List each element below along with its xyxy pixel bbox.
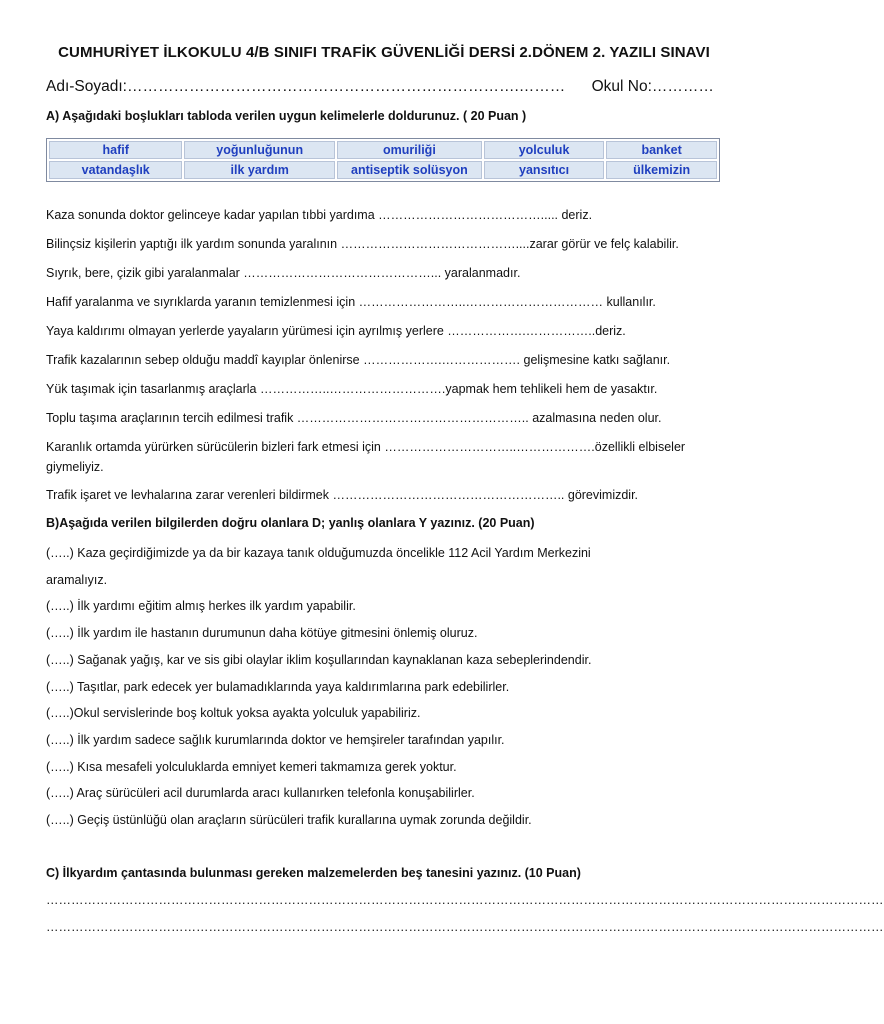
fill-blank-question: Trafik işaret ve levhalarına zarar verenleri bildirmek ……………………………………………….. görevimizdir. [46, 488, 639, 502]
student-info-line [46, 78, 714, 96]
true-false-item: (…..) Geçiş üstünlüğü olan araçların sürücüleri trafik kurallarına uymak zorunda değildir. [46, 813, 532, 827]
true-false-item: (…..) Araç sürücüleri acil durumlarda aracı kullanırken telefonla konuşabilirler. [46, 786, 475, 800]
word-bank-cell: vatandaşlık [49, 161, 182, 179]
fill-blank-question: Bilinçsiz kişilerin yaptığı ilk yardım sonunda yaralının ……………………………………....zarar görür ve felç kalabilir. [46, 237, 679, 251]
fill-blank-question: Kaza sonunda doktor gelinceye kadar yapılan tıbbi yardıma …………………………………..... deriz. [46, 208, 593, 222]
true-false-item-continuation: aramalıyız. [46, 573, 108, 587]
section-c-heading: C) İlkyardım çantasında bulunması gereken malzemelerden beş tanesini yazınız. (10 Puan) [46, 866, 581, 880]
true-false-item: (…..) Kaza geçirdiğimizde ya da bir kazaya tanık olduğumuzda öncelikle 112 Acil Yardım Merkezini [46, 546, 591, 560]
true-false-item: (…..) Kısa mesafeli yolculuklarda emniyet kemeri takmamıza gerek yoktur. [46, 760, 457, 774]
student-number-field[interactable]: Okul No:………… [591, 78, 714, 95]
section-a-heading: A) Aşağıdaki boşlukları tabloda verilen uygun kelimelerle doldurunuz. ( 20 Puan ) [46, 109, 527, 123]
word-bank-cell: yansıtıcı [484, 161, 604, 179]
fill-blank-question: Karanlık ortamda yürürken sürücülerin bizleri fark etmesi için …………………………..……………….özellikli elbiseler giymeliyiz. [46, 440, 686, 474]
word-bank-cell: antiseptik solüsyon [337, 161, 482, 179]
word-bank-cell: hafif [49, 141, 182, 159]
section-b-heading: B)Aşağıda verilen bilgilerden doğru olanlara D; yanlış olanlara Y yazınız. (20 Puan) [46, 516, 535, 530]
fill-blank-question: Sıyrık, bere, çizik gibi yaralanmalar ………………………………………... yaralanmadır. [46, 266, 521, 280]
word-bank-cell: ülkemizin [606, 161, 717, 179]
word-bank-table [46, 138, 720, 182]
word-bank-cell: yoğunluğunun [184, 141, 334, 159]
answer-line[interactable]: ………………………………………………………………………………………………………………………………………………………………………………… [46, 893, 884, 907]
fill-blank-question: Yük taşımak için tasarlanmış araçlarla ……………..……………………….yapmak hem tehlikeli hem de yasaktır. [46, 382, 658, 396]
word-bank-row [49, 141, 717, 159]
true-false-item: (…..) İlk yardım sadece sağlık kurumlarında doktor ve hemşireler tarafından yapılır. [46, 733, 505, 747]
true-false-item: (…..) İlk yardım ile hastanın durumunun daha kötüye gitmesini önlemiş oluruz. [46, 626, 478, 640]
true-false-item: (…..) Sağanak yağış, kar ve sis gibi olaylar iklim koşullarından kaynaklanan kaza sebeplerindendir. [46, 653, 592, 667]
true-false-item: (…..)Okul servislerinde boş koltuk yoksa ayakta yolculuk yapabiliriz. [46, 706, 421, 720]
fill-blank-question: Yaya kaldırımı olmayan yerlerde yayaların yürümesi için ayrılmış yerlere ……………….……………..deriz. [46, 324, 626, 338]
true-false-item: (…..) İlk yardımı eğitim almış herkes ilk yardım yapabilir. [46, 599, 356, 613]
word-bank-cell: yolculuk [484, 141, 604, 159]
fill-blank-question: Toplu taşıma araçlarının tercih edilmesi trafik ……………………………………………….. azalmasına neden olur. [46, 411, 662, 425]
fill-blank-question: Trafik kazalarının sebep olduğu maddî kayıplar önlenirse ……………….………………. gelişmesine katkı sağlanır. [46, 353, 671, 367]
fill-blank-question: Hafif yaralanma ve sıyrıklarda yaranın temizlenmesi için ……………………..…………………………… kullanılır. [46, 295, 656, 309]
name-field[interactable]: Adı-Soyadı:………………………………………………………………….……… [46, 78, 566, 95]
answer-line[interactable]: ………………………………………………………………………………………………………………………………………………………………………………… [46, 920, 884, 934]
word-bank-cell: ilk yardım [184, 161, 334, 179]
word-bank-row [49, 161, 717, 179]
word-bank-cell: omuriliği [337, 141, 482, 159]
word-bank-cell: banket [606, 141, 717, 159]
true-false-item: (…..) Taşıtlar, park edecek yer bulamadıklarında yaya kaldırımlarına park edebilirler. [46, 680, 510, 694]
exam-title: CUMHURİYET İLKOKULU 4/B SINIFI TRAFİK GÜVENLİĞİ DERSİ 2.DÖNEM 2. YAZILI SINAVI [58, 44, 710, 61]
